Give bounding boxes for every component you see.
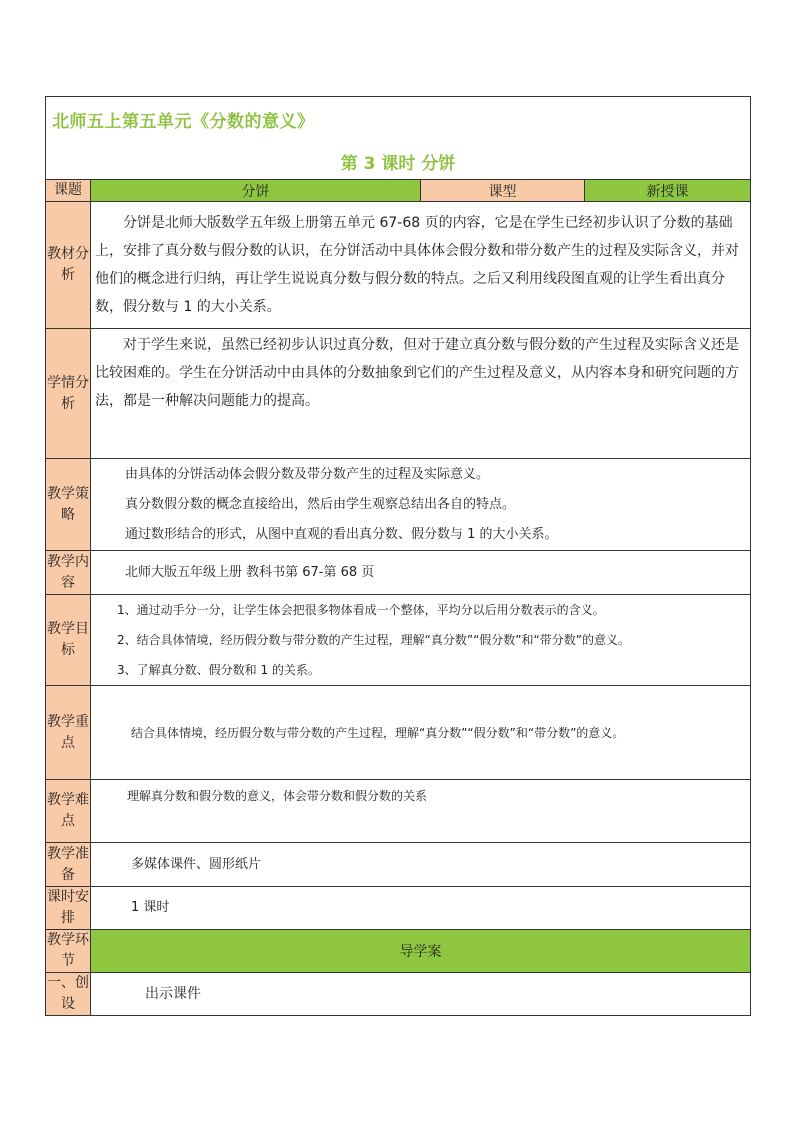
goals-label: 教学目标	[46, 595, 91, 686]
type-value: 新授课	[585, 180, 751, 202]
key-points-row	[46, 686, 751, 780]
preparation-label: 教学准备	[46, 843, 91, 887]
goal-line: 2、结合具体情境，经历假分数与带分数的产生过程，理解“真分数”“假分数”和“带分数”的意义。	[117, 633, 630, 647]
key-points-text: 结合具体情境，经历假分数与带分数的产生过程，理解“真分数”“假分数”和“带分数”的意义。	[131, 725, 625, 740]
content-row	[46, 551, 751, 595]
preparation-row	[46, 843, 751, 887]
goals-cell	[91, 595, 751, 686]
preparation-text: 多媒体课件、圆形纸片	[131, 856, 262, 872]
schedule-text: 1 课时	[131, 900, 170, 915]
phase-label: 教学环节	[46, 930, 91, 973]
title-row	[46, 97, 751, 180]
topic-label: 课题	[46, 180, 91, 202]
phase-value: 导学案	[91, 930, 751, 973]
goals-row	[46, 595, 751, 686]
content-label: 教学内容	[46, 551, 91, 595]
content-cell	[91, 551, 751, 595]
goal-line: 3、了解真分数、假分数和 1 的关系。	[117, 663, 320, 677]
difficulties-row	[46, 780, 751, 843]
schedule-label: 课时安排	[46, 887, 91, 930]
type-label: 课型	[421, 180, 585, 202]
student-analysis-row	[46, 329, 751, 459]
strategy-line: 通过数形结合的形式，从图中直观的看出真分数、假分数与 1 的大小关系。	[125, 526, 558, 542]
topic-value: 分饼	[91, 180, 421, 202]
strategy-cell	[91, 459, 751, 551]
step1-text: 出示课件	[145, 986, 201, 1002]
lesson-title: 第 3 课时 分饼	[340, 154, 456, 174]
material-analysis-cell	[91, 202, 751, 329]
student-analysis-label: 学情分析	[46, 329, 91, 459]
step1-label: 一、创设	[46, 973, 91, 1016]
student-analysis-cell	[91, 329, 751, 459]
key-points-cell	[91, 686, 751, 780]
difficulties-label: 教学难点	[46, 780, 91, 843]
schedule-row	[46, 887, 751, 930]
key-points-label: 教学重点	[46, 686, 91, 780]
strategy-row	[46, 459, 751, 551]
phase-row	[46, 930, 751, 973]
content-text: 北师大版五年级上册 教科书第 67-第 68 页	[125, 564, 375, 580]
strategy-label: 教学策略	[46, 459, 91, 551]
student-analysis-text: 对于学生来说，虽然已经初步认识过真分数，但对于建立真分数与假分数的产生过程及实际含义还是比较困难的。学生在分饼活动中由具体的分数抽象到它们的产生过程及意义，从内容本身和研究问题的方法，都是一种解决问题能力的提高。	[95, 337, 739, 409]
material-analysis-label: 教材分析	[46, 202, 91, 329]
step1-cell	[91, 973, 751, 1016]
goal-line: 1、通过动手分一分，让学生体会把很多物体看成一个整体，平均分以后用分数表示的含义。	[117, 603, 605, 617]
schedule-cell	[91, 887, 751, 930]
strategy-line: 真分数假分数的概念直接给出，然后由学生观察总结出各自的特点。	[125, 496, 516, 512]
topic-row	[46, 180, 751, 202]
title-cell	[46, 97, 751, 180]
strategy-line: 由具体的分饼活动体会假分数及带分数产生的过程及实际意义。	[125, 466, 490, 482]
lesson-plan-table	[45, 96, 751, 1016]
material-analysis-row	[46, 202, 751, 329]
material-analysis-text: 分饼是北师大版数学五年级上册第五单元 67-68 页的内容，它是在学生已经初步认识了分数的基础上，安排了真分数与假分数的认识，在分饼活动中具体体会假分数和带分数产生的过程及实际含义，并对他们的概念进行归纳，再让学生说说真分数与假分数的特点。之后又利用线段图直观的让学生看出真分数，假分数与 1 的大小关系。	[95, 215, 739, 315]
unit-title: 北师五上第五单元《分数的意义》	[52, 112, 315, 132]
preparation-cell	[91, 843, 751, 887]
difficulties-text: 理解真分数和假分数的意义，体会带分数和假分数的关系	[127, 789, 428, 803]
difficulties-cell	[91, 780, 751, 843]
step1-row	[46, 973, 751, 1016]
